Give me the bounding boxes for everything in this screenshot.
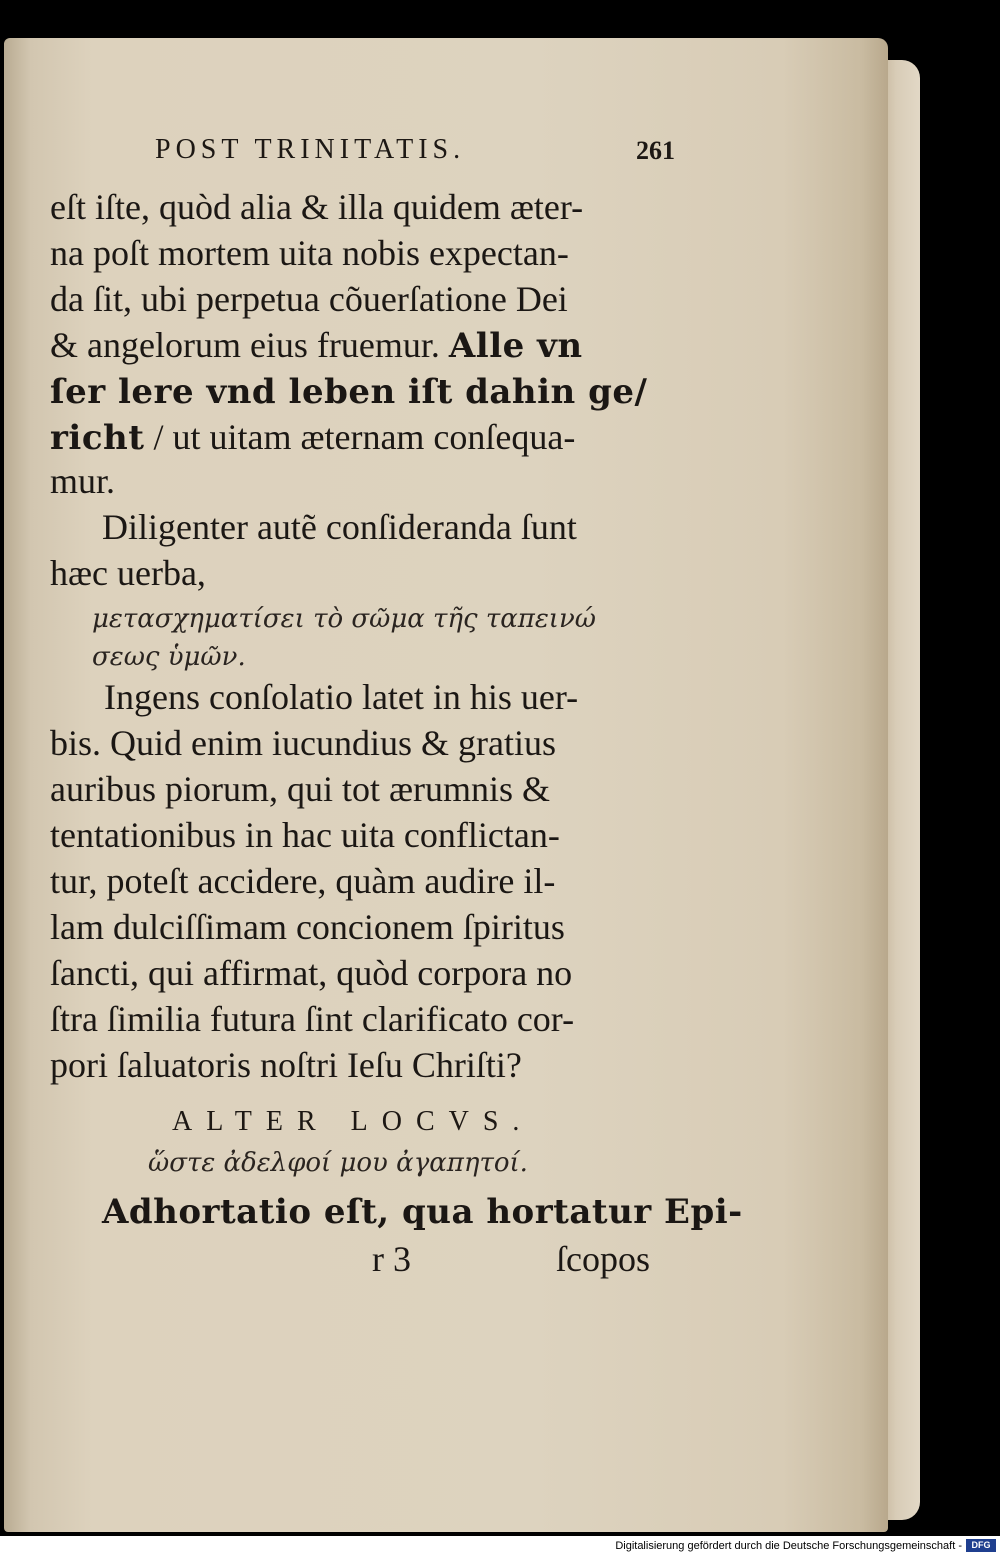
body-line: na poſt mortem uita nobis expectan- xyxy=(50,233,569,273)
greek-quote: μετασχηματίσει τὸ σῶμα τῆς ταπεινώ xyxy=(92,604,597,634)
greek-quote: ὥστε ἀδελφοί μου ἀγαπητοί. xyxy=(148,1148,528,1178)
blackletter-text: Alle vn xyxy=(448,326,583,366)
folio-number: 261 xyxy=(636,136,675,165)
paragraph-line: auribus piorum, qui tot ærumnis & xyxy=(50,769,550,809)
body-line: mur. xyxy=(50,461,116,501)
running-head: POST TRINITATIS. xyxy=(155,134,466,165)
section-heading: ALTER LOCVS. xyxy=(172,1106,534,1137)
paragraph-line: Adhortatio eſt, qua hortatur Epi- xyxy=(102,1192,743,1232)
paragraph-line: ſtra ſimilia futura ſint clarificato cor- xyxy=(50,999,575,1039)
body-line-blackletter xyxy=(50,370,647,412)
catchword: ſcopos xyxy=(556,1239,650,1279)
paragraph-line: hæc uerba, xyxy=(50,553,206,593)
paragraph-line: Diligenter autẽ conſideranda ſunt xyxy=(102,507,577,547)
body-text: / ut uitam æternam conſequa- xyxy=(144,417,576,457)
paragraph-line: bis. Quid enim iucundius & gratius xyxy=(50,723,556,763)
blackletter-text: ſer lere vnd leben iſt dahin ge/ xyxy=(50,372,648,412)
body-line: eſt iſte, quòd alia & illa quidem æter- xyxy=(50,187,584,227)
blackletter-text: richt xyxy=(50,418,145,458)
paragraph-line: tentationibus in hac uita conflictan- xyxy=(50,815,560,855)
paragraph-line: tur, poteſt accidere, quàm audire il- xyxy=(50,861,556,901)
paragraph-line: pori ſaluatoris noſtri Ieſu Chriſti? xyxy=(50,1045,522,1085)
paragraph-line: Ingens conſolatio latet in his uer- xyxy=(104,677,579,717)
body-text: & angelorum eius fruemur. xyxy=(50,325,440,365)
signature-mark: r 3 xyxy=(372,1239,411,1279)
footer-credit: Digitalisierung gefördert durch die Deutsche Forschungsgemeinschaft - xyxy=(615,1540,962,1552)
body-line-mixed xyxy=(50,324,583,366)
body-line: da ſit, ubi perpetua cõuerſatione Dei xyxy=(50,279,568,319)
body-line-mixed xyxy=(50,416,575,458)
paragraph-line: ſancti, qui affirmat, quòd corpora no xyxy=(50,953,573,993)
page-header xyxy=(155,134,675,168)
dfg-logo-icon: DFG xyxy=(966,1539,996,1552)
greek-quote: σεως ὑμῶν. xyxy=(92,642,246,672)
paragraph-line: lam dulciſſimam concionem ſpiritus xyxy=(50,907,565,947)
